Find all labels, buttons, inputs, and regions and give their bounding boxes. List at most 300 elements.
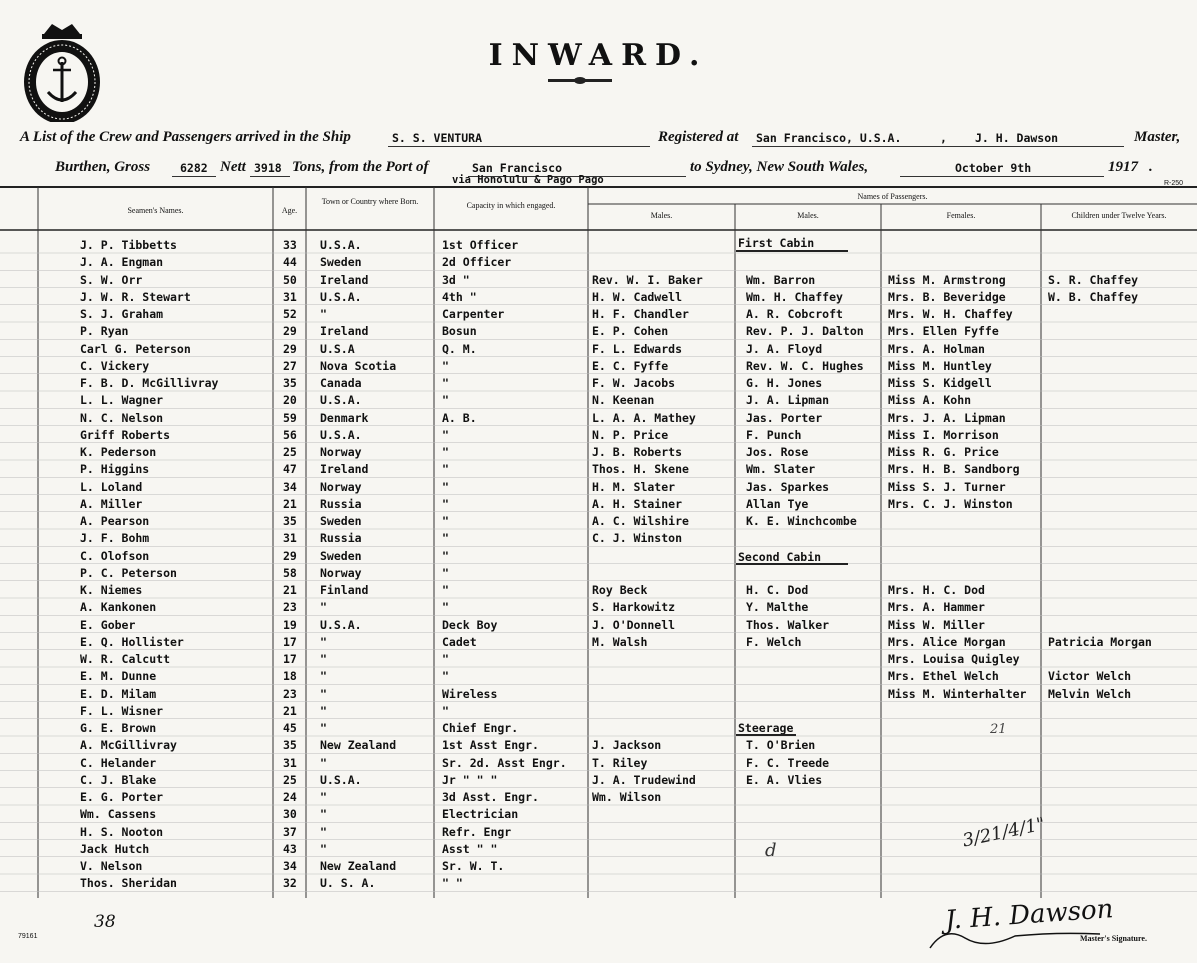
seaman-capacity: " [442,565,449,580]
seaman-name: Thos. Sheridan [80,876,177,891]
seaman-born: " [320,652,327,666]
passenger-male-1: J. A. Trudewind [592,772,696,787]
passenger-male-2: Jas. Porter [746,410,823,425]
passenger-male-1: Thos. H. Skene [592,462,689,477]
seaman-age: 21 [283,583,297,597]
seaman-capacity: Refr. Engr [442,824,512,839]
registered-label: Registered at [658,129,739,145]
col-passengers: Names of Passengers. [857,192,928,201]
list-heading: A List of the Crew and Passengers arrived in the Ship [20,129,351,145]
passenger-male-1: H. F. Chandler [592,307,689,321]
col-town-born: Town or Country where Born. [321,197,419,206]
table-row [0,340,1197,357]
seaman-age: 47 [283,462,297,477]
seaman-age: 31 [283,289,297,304]
seaman-capacity: Sr. W. T. [442,859,505,873]
route-note: via Honolulu & Pago Pago [452,174,604,186]
handwritten-count: 38 [94,912,116,932]
passenger-child: S. R. Chaffey [1048,272,1139,287]
seaman-born: Norway [320,479,362,494]
col-seamen-names: Seamen's Names. [127,206,184,215]
seaman-age: 35 [283,514,297,528]
seaman-age: 59 [283,410,297,425]
table-row [0,357,1197,374]
seaman-born: U.S.A. [320,289,362,304]
passenger-male-1: F. L. Edwards [592,341,683,356]
passenger-male-2: Jos. Rose [746,445,809,459]
from-port: San Francisco [472,161,563,175]
seaman-capacity: " [442,496,449,511]
seaman-born: New Zealand [320,738,397,753]
second-cabin-label: Second Cabin [738,550,822,564]
seaman-capacity: " [442,376,449,390]
passenger-male-1: H. W. Cadwell [592,289,683,304]
passenger-male-1: N. P. Price [592,427,669,442]
passenger-female: Miss A. Kohn [888,393,972,408]
seaman-born: U.S.A. [320,393,362,408]
passenger-male-1: J. B. Roberts [592,445,683,459]
seaman-capacity: Wireless [442,686,498,701]
master-label: Master, [1134,129,1181,145]
passenger-male-1: J. O'Donnell [592,617,676,632]
passenger-male-1: J. Jackson [592,738,662,753]
passenger-male-2: F. Punch [746,427,802,442]
col-children: Children under Twelve Years. [1071,211,1167,220]
passenger-female: Mrs. Louisa Quigley [888,652,1020,666]
passenger-male-2: K. E. Winchcombe [746,514,857,528]
date-underline [900,176,1104,177]
seaman-born: U.S.A. [320,427,362,442]
seaman-name: L. L. Wagner [80,393,164,408]
seaman-born: Russia [320,531,362,546]
seaman-age: 19 [283,617,297,632]
seaman-born: Canada [320,376,362,390]
seaman-name: E. D. Milam [80,686,157,701]
table-row [0,874,1197,891]
seaman-born: " [320,307,327,321]
passenger-female: Mrs. H. B. Sandborg [888,462,1020,477]
seaman-name: E. G. Porter [80,790,164,804]
passenger-female: Mrs. H. C. Dod [888,583,985,597]
seaman-name: Jack Hutch [80,841,150,856]
second-cabin-underline [736,563,848,565]
passenger-male-1: M. Walsh [592,634,648,649]
seaman-name: P. Higgins [80,462,150,477]
seaman-born: U.S.A. [320,772,362,787]
destination-label: to Sydney, New South Wales, [690,159,869,175]
master-signature: J. H. Dawson [944,894,1115,936]
seaman-capacity: " [442,669,449,684]
seaman-born: Denmark [320,410,369,425]
seaman-age: 37 [283,824,297,839]
tons-from-label: Tons, from the Port of [292,159,429,175]
seaman-age: 43 [283,841,297,856]
seaman-name: F. B. D. McGillivray [80,376,219,390]
passenger-male-1: T. Riley [592,755,648,770]
seaman-capacity: Cadet [442,634,477,649]
seaman-name: Griff Roberts [80,427,171,442]
registered-port: San Francisco, U.S.A. [756,131,902,145]
table-row [0,460,1197,477]
seaman-age: 25 [283,772,297,787]
passenger-female: Mrs. C. J. Winston [888,496,1013,511]
seaman-born: Sweden [320,255,362,270]
table-row [0,271,1197,288]
seaman-capacity: 3d Asst. Engr. [442,790,539,804]
table-row [0,754,1197,771]
passenger-male-2: Rev. W. C. Hughes [746,358,864,373]
seaman-born: " [320,669,327,684]
passenger-male-1: A. H. Stainer [592,496,683,511]
seaman-name: J. F. Bohm [80,531,150,546]
seaman-born: Ireland [320,462,369,477]
nett-label: Nett [220,159,246,175]
handwritten-stamp-date: 3/21/4/1" [960,813,1048,852]
seaman-age: 25 [283,445,297,459]
col-males-2: Males. [797,211,819,220]
page-title: INWARD. [488,38,709,73]
seaman-name: C. Vickery [80,358,150,373]
passenger-child: Melvin Welch [1048,686,1132,701]
seaman-capacity: " [442,703,449,718]
seaman-name: F. L. Wisner [80,703,164,718]
col-age: Age. [281,206,298,215]
seaman-capacity: Chief Engr. [442,721,519,735]
passenger-female: Miss M. Winterhalter [888,686,1027,701]
seaman-age: 18 [283,669,297,684]
seaman-age: 21 [283,703,297,718]
passenger-male-2: Allan Tye [746,496,809,511]
seaman-born: Norway [320,445,362,459]
seaman-capacity: " [442,358,449,373]
seaman-born: Russia [320,496,362,511]
seaman-age: 45 [283,721,297,735]
passenger-male-2: E. A. Vlies [746,772,823,787]
seaman-age: 29 [283,548,297,563]
seaman-capacity: " [442,479,449,494]
seaman-born: " [320,807,327,822]
passenger-male-1: Roy Beck [592,583,648,597]
seaman-name: Wm. Cassens [80,807,157,822]
table-row [0,771,1197,788]
passenger-male-2: F. Welch [746,634,802,649]
table-row [0,702,1197,719]
seaman-capacity: 1st Officer [442,238,519,252]
steerage-label: Steerage [738,721,794,735]
seaman-name: Carl G. Peterson [80,341,191,356]
seaman-age: 56 [283,427,297,442]
passenger-male-2: Jas. Sparkes [746,479,830,494]
table-row [0,391,1197,408]
passenger-male-1: H. M. Slater [592,479,676,494]
seaman-age: 20 [283,393,297,408]
seaman-capacity: " [442,531,449,546]
seaman-capacity: " [442,393,449,408]
seaman-born: " [320,634,327,649]
col-capacity: Capacity in which engaged. [466,201,556,210]
passenger-male-1: L. A. A. Mathey [592,410,696,425]
seaman-age: 34 [283,479,297,494]
seaman-name: A. Pearson [80,514,150,528]
seaman-age: 24 [283,790,297,804]
col-males-1: Males. [650,211,673,220]
passenger-female: Mrs. Alice Morgan [888,634,1006,649]
seaman-age: 33 [283,238,297,252]
table-row [0,495,1197,512]
passenger-male-1: E. P. Cohen [592,324,669,339]
seaman-born: " [320,755,327,770]
table-row [0,512,1197,529]
seaman-born: Sweden [320,548,362,563]
seaman-born: Finland [320,583,369,597]
passenger-female: Miss M. Huntley [888,358,992,373]
passenger-female: Miss I. Morrison [888,427,999,442]
seaman-born: " [320,721,327,735]
seaman-capacity: 4th " [442,289,477,304]
seaman-capacity: 2d Officer [442,255,512,270]
table-row [0,236,1197,253]
seaman-age: 29 [283,324,297,339]
passenger-male-1: S. Harkowitz [592,600,676,615]
table-row [0,598,1197,615]
table-row [0,426,1197,443]
passenger-female: Mrs. Ethel Welch [888,669,999,684]
seaman-born: U.S.A. [320,238,362,252]
handwritten-mark-21: 21 [990,722,1007,737]
table-row [0,685,1197,702]
passenger-male-2: Wm. Barron [746,272,816,287]
seaman-age: 23 [283,600,297,615]
master-name: J. H. Dawson [975,131,1059,145]
arrival-date: October 9th [955,161,1032,175]
first-cabin-underline [736,250,848,252]
passenger-male-2: J. A. Floyd [746,341,823,356]
passenger-female: Miss S. Kidgell [888,376,992,390]
seaman-age: 35 [283,376,297,390]
passenger-female: Miss W. Miller [888,617,985,632]
passenger-female: Mrs. W. H. Chaffey [888,307,1013,321]
table-row [0,322,1197,339]
gross-underline [172,176,216,177]
seaman-capacity: Carpenter [442,307,505,321]
seaman-capacity: Asst " " [442,841,498,856]
passenger-female: Mrs. A. Hammer [888,600,985,615]
seaman-capacity: Bosun [442,324,477,339]
passenger-male-2: Rev. P. J. Dalton [746,324,864,339]
passenger-child: Patricia Morgan [1048,634,1152,649]
year-mark: . [1149,159,1153,175]
seaman-born: Nova Scotia [320,358,397,373]
table-row [0,478,1197,495]
ship-name: S. S. VENTURA [392,131,483,145]
seaman-capacity: " [442,427,449,442]
seaman-name: E. Gober [80,617,136,632]
seaman-capacity: " [442,514,449,528]
passenger-male-2: Thos. Walker [746,617,830,632]
passenger-female: Mrs. A. Holman [888,341,985,356]
seaman-name: J. A. Engman [80,255,164,270]
passenger-female: Miss S. J. Turner [888,479,1006,494]
first-cabin-label: First Cabin [738,236,815,250]
seaman-born: Ireland [320,272,369,287]
col-females: Females. [946,211,976,220]
table-row [0,305,1197,322]
seaman-born: " [320,686,327,701]
nett-tons: 3918 [254,161,282,175]
passenger-male-1: A. C. Wilshire [592,514,689,528]
signature-label: Master's Signature. [1080,934,1147,943]
seaman-capacity: Q. M. [442,341,477,356]
seaman-born: " [320,600,327,615]
seaman-age: 52 [283,307,297,321]
table-row [0,288,1197,305]
passenger-male-2: Y. Malthe [746,600,809,615]
seaman-name: S. J. Graham [80,307,164,321]
seaman-capacity: " [442,583,449,597]
seaman-capacity: A. B. [442,410,477,425]
table-row [0,857,1197,874]
passenger-female: Mrs. Ellen Fyffe [888,324,999,339]
arrival-year: 1917 [1108,159,1138,175]
seaman-age: 31 [283,755,297,770]
seaman-age: 32 [283,876,297,891]
seaman-age: 35 [283,738,297,753]
table-row [0,650,1197,667]
seaman-name: C. Olofson [80,548,150,563]
seaman-born: U.S.A [320,341,355,356]
nett-underline [250,176,290,177]
passenger-male-1: F. W. Jacobs [592,376,676,390]
seaman-born: " [320,790,327,804]
seaman-name: L. Loland [80,479,143,494]
passenger-male-2: H. C. Dod [746,583,809,597]
seaman-capacity: 3d " [442,272,470,287]
seaman-capacity: " [442,445,449,459]
table-row [0,529,1197,546]
seaman-born: " [320,824,327,839]
handwritten-mark-d: d [765,840,777,861]
seaman-age: 17 [283,652,297,666]
seaman-age: 23 [283,686,297,701]
seaman-capacity: " [442,652,449,666]
seaman-name: A. Kankonen [80,600,157,615]
seaman-name: C. Helander [80,755,157,770]
seaman-born: " [320,703,327,718]
table-row [0,736,1197,753]
seaman-name: G. E. Brown [80,721,157,735]
seaman-capacity: Jr " " " [442,772,498,787]
passenger-child: Victor Welch [1048,669,1132,684]
seaman-age: 31 [283,531,297,546]
passenger-male-2: A. R. Cobcroft [746,307,843,321]
table-row [0,667,1197,684]
seaman-name: A. McGillivray [80,738,177,753]
seaman-capacity: " [442,548,449,563]
seaman-age: 58 [283,565,297,580]
ship-underline [388,146,650,147]
seaman-born: " [320,841,327,856]
seaman-capacity: " [442,600,449,615]
seaman-name: P. C. Peterson [80,565,177,580]
seaman-name: N. C. Nelson [80,410,164,425]
seaman-name: K. Pederson [80,445,157,459]
passenger-male-1: Wm. Wilson [592,790,662,804]
steerage-underline [736,734,796,736]
table-row [0,547,1197,564]
seaman-name: J. W. R. Stewart [80,289,191,304]
seaman-capacity: Sr. 2d. Asst Engr. [442,755,567,770]
seaman-capacity: 1st Asst Engr. [442,738,539,753]
seaman-born: U.S.A. [320,617,362,632]
seaman-age: 17 [283,634,297,649]
passenger-male-2: F. C. Treede [746,755,830,770]
passenger-male-2: G. H. Jones [746,376,823,390]
seaman-name: E. M. Dunne [80,669,157,684]
seaman-age: 44 [283,255,297,270]
passenger-child: W. B. Chaffey [1048,289,1139,304]
passenger-female: Mrs. J. A. Lipman [888,410,1006,425]
table-row [0,840,1197,857]
passenger-female: Miss M. Armstrong [888,272,1006,287]
seaman-name: E. Q. Hollister [80,634,184,649]
title-rule-dot [574,77,586,84]
seaman-name: P. Ryan [80,324,129,339]
seaman-age: 27 [283,358,297,373]
table-row [0,409,1197,426]
seaman-born: Sweden [320,514,362,528]
seaman-capacity: Deck Boy [442,617,498,632]
table-row [0,581,1197,598]
passenger-male-1: Rev. W. I. Baker [592,272,703,287]
table-row [0,374,1197,391]
registered-sep: , [940,131,947,145]
table-row [0,443,1197,460]
table-row [0,564,1197,581]
seaman-name: S. W. Orr [80,272,143,287]
seaman-name: K. Niemes [80,583,143,597]
seaman-name: H. S. Nooton [80,824,164,839]
form-code: R-250 [1164,180,1184,187]
seaman-capacity: " [442,462,449,477]
table-row [0,633,1197,650]
passenger-female: Mrs. B. Beveridge [888,289,1006,304]
seaman-name: V. Nelson [80,859,143,873]
seaman-age: 34 [283,859,297,873]
seaman-name: A. Miller [80,496,143,511]
seaman-name: J. P. Tibbetts [80,238,177,252]
gross-tons: 6282 [180,161,208,175]
passenger-male-2: T. O'Brien [746,738,816,753]
passenger-male-1: C. J. Winston [592,531,683,546]
passenger-female: Miss R. G. Price [888,445,999,459]
seaman-age: 30 [283,807,297,822]
passenger-male-1: N. Keenan [592,393,655,408]
passenger-male-2: J. A. Lipman [746,393,830,408]
passenger-male-2: Wm. Slater [746,462,816,477]
seaman-born: Ireland [320,324,369,339]
table-row [0,616,1197,633]
registered-underline [752,146,1124,147]
seaman-age: 21 [283,496,297,511]
seaman-age: 50 [283,272,297,287]
seaman-name: C. J. Blake [80,772,157,787]
burthen-label: Burthen, Gross [55,159,151,175]
seaman-name: W. R. Calcutt [80,652,171,666]
seaman-capacity: " " [442,876,463,891]
passenger-male-1: E. C. Fyffe [592,358,669,373]
page-code: 79161 [18,933,38,940]
passenger-male-2: Wm. H. Chaffey [746,289,843,304]
